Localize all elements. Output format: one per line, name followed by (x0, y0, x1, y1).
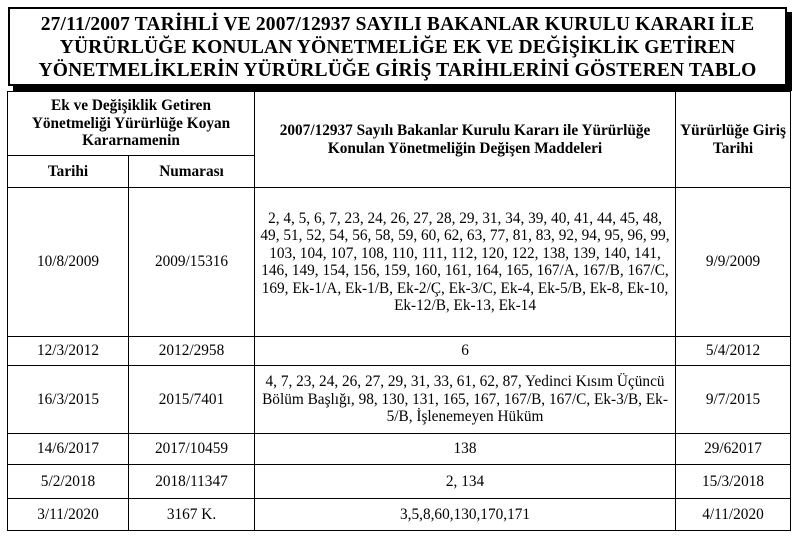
table-row (8, 465, 791, 499)
cell-articles: 138 (255, 434, 676, 465)
cell-effective-date: 9/9/2009 (676, 188, 791, 337)
title-line-1: 27/11/2007 TARİHLİ VE 2007/12937 SAYILI BAKANLAR KURULU KARARI İLE (40, 13, 755, 35)
title-line-2: YÜRÜRLÜĞE KONULAN YÖNETMELİĞE EK VE DEĞİŞİKLİK GETİREN (59, 36, 736, 58)
header-effective-date: Yürürlüğe Giriş Tarihi (676, 92, 791, 188)
cell-number: 3167 K. (129, 499, 255, 531)
table-row (8, 499, 791, 531)
cell-articles: 6 (255, 337, 676, 366)
cell-articles: 2, 134 (255, 465, 676, 499)
cell-effective-date: 4/11/2020 (676, 499, 791, 531)
cell-date: 16/3/2015 (8, 366, 129, 434)
cell-number: 2009/15316 (129, 188, 255, 337)
table-row (8, 188, 791, 337)
cell-number: 2017/10459 (129, 434, 255, 465)
cell-number: 2018/11347 (129, 465, 255, 499)
header-group: Ek ve Değişiklik Getiren Yönetmeliği Yürürlüğe Koyan Kararnamenin (8, 92, 255, 156)
cell-articles: 3,5,8,60,130,170,171 (255, 499, 676, 531)
cell-articles: 4, 7, 23, 24, 26, 27, 29, 31, 33, 61, 62, 87, Yedinci Kısım Üçüncü Bölüm Başlığı, 98, 130, 131, 165, 167, 167/B, 167/C, Ek-3/B, Ek-5/B, İşlenemeyen Hüküm (255, 366, 676, 434)
table-row (8, 366, 791, 434)
cell-date: 5/2/2018 (8, 465, 129, 499)
cell-effective-date: 29/62017 (676, 434, 791, 465)
cell-date: 12/3/2012 (8, 337, 129, 366)
page-title (39, 13, 757, 82)
cell-effective-date: 9/7/2015 (676, 366, 791, 434)
title-line-3: YÖNETMELİKLERİN YÜRÜRLÜĞE GİRİŞ TARİHLERİNİ GÖSTEREN TABLO (38, 59, 757, 81)
cell-effective-date: 15/3/2018 (676, 465, 791, 499)
header-number: Numarası (129, 156, 255, 188)
header-row-1 (8, 92, 791, 156)
cell-date: 3/11/2020 (8, 499, 129, 531)
cell-effective-date: 5/4/2012 (676, 337, 791, 366)
header-articles: 2007/12937 Sayılı Bakanlar Kurulu Kararı ile Yürürlüğe Konulan Yönetmeliğin Değişen Maddeleri (255, 92, 676, 188)
effective-dates-table (7, 91, 791, 531)
cell-number: 2015/7401 (129, 366, 255, 434)
header-date: Tarihi (8, 156, 129, 188)
cell-articles: 2, 4, 5, 6, 7, 23, 24, 26, 27, 28, 29, 31, 34, 39, 40, 41, 44, 45, 48, 49, 51, 52, 54, 56, 58, 59, 60, 62, 63, 77, 81, 83, 92, 94, 95, 96, 99, 103, 104, 107, 108, 110, 111, 112, 120, 122, 138, 139, 140, 141, 146, 149, 154, 156, 159, 160, 161, 164, 165, 167/A, 167/B, 167/C, 169, Ek-1/A, Ek-1/B, Ek-2/Ç, Ek-3/C, Ek-4, Ek-5/B, Ek-8, Ek-10, Ek-12/B, Ek-13, Ek-14 (255, 188, 676, 337)
cell-number: 2012/2958 (129, 337, 255, 366)
table-row (8, 337, 791, 366)
title-box (8, 7, 787, 86)
cell-date: 14/6/2017 (8, 434, 129, 465)
cell-date: 10/8/2009 (8, 188, 129, 337)
table-row (8, 434, 791, 465)
